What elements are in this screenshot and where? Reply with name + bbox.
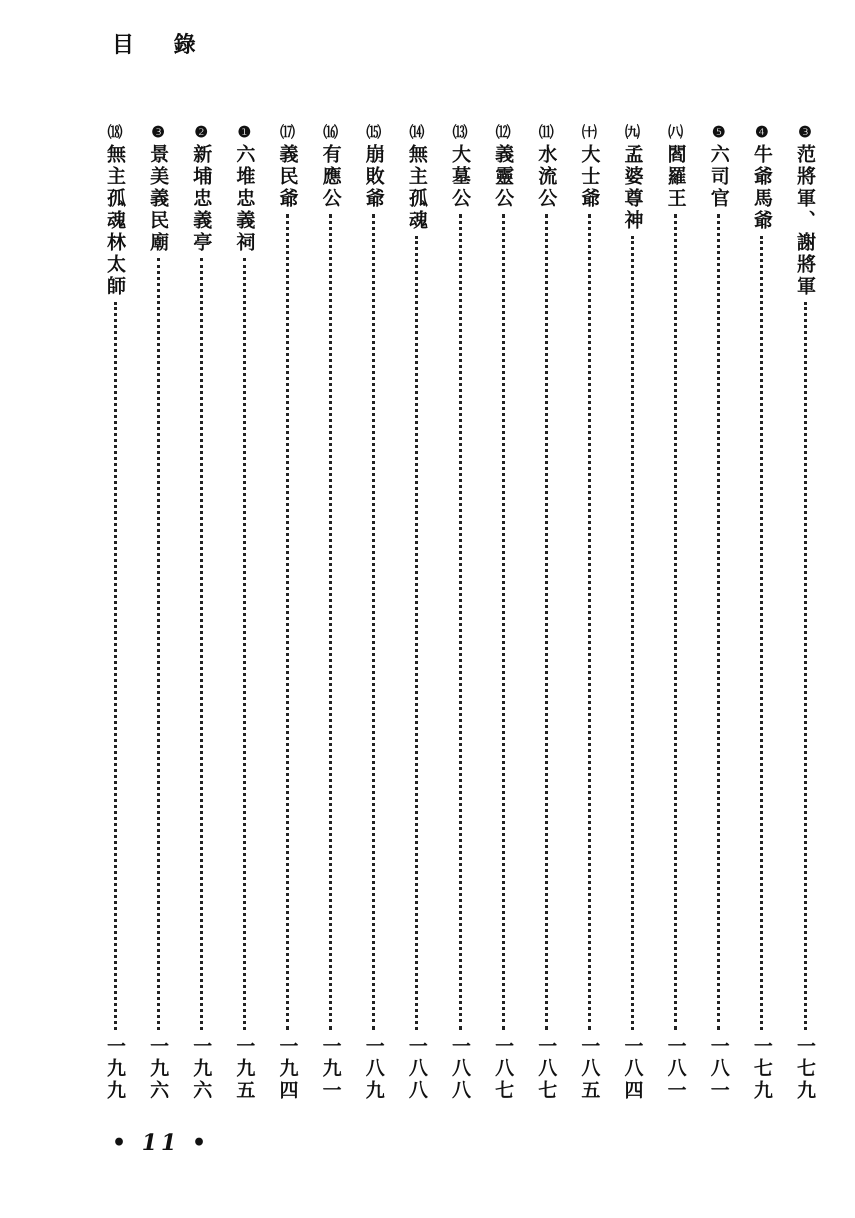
toc-entry	[661, 122, 691, 1112]
page-number-footer: • 11 •	[112, 1130, 211, 1156]
dot-leader	[459, 214, 462, 1030]
entry-marker: ❹	[755, 123, 769, 141]
toc-entry	[273, 122, 303, 1112]
dot-leader	[502, 214, 505, 1030]
entry-marker: ㈧	[668, 123, 684, 141]
dot-leader	[545, 214, 548, 1030]
toc-entry	[143, 122, 173, 1112]
entry-marker: ❸	[151, 123, 165, 141]
entry-title: 景美義民廟	[147, 144, 170, 254]
toc-entry	[704, 122, 734, 1112]
entry-page-number: 一八八	[405, 1036, 428, 1102]
entry-title: 水流公	[535, 144, 558, 210]
dot-leader	[631, 236, 634, 1030]
toc-entry	[229, 122, 259, 1112]
entry-marker: ❶	[237, 123, 252, 141]
toc-entry	[316, 122, 346, 1112]
dot-leader	[157, 258, 160, 1030]
toc-entry	[186, 122, 216, 1112]
dot-leader	[243, 258, 246, 1030]
entry-page-number: 一九一	[319, 1036, 342, 1102]
entry-marker: ㈨	[624, 123, 640, 141]
entry-marker: ㈩	[581, 123, 597, 141]
entry-page-number: 一八七	[535, 1036, 558, 1102]
entry-page-number: 一七九	[750, 1036, 773, 1102]
dot-leader	[717, 214, 720, 1030]
table-of-contents	[100, 122, 820, 1112]
entry-title: 六司官	[707, 144, 730, 210]
toc-entry	[790, 122, 820, 1112]
dot-leader	[588, 214, 591, 1030]
entry-marker: ⒀	[452, 123, 468, 141]
entry-page-number: 一八四	[621, 1036, 644, 1102]
entry-marker: ⑿	[495, 123, 511, 141]
entry-marker: ❸	[798, 123, 812, 141]
dot-leader	[760, 236, 763, 1030]
toc-entry	[359, 122, 389, 1112]
entry-page-number: 一七九	[794, 1036, 816, 1102]
entry-page-number: 一九四	[276, 1036, 299, 1102]
toc-entry	[618, 122, 648, 1112]
entry-title: 無主孤魂	[405, 144, 428, 232]
entry-title: 無主孤魂林太師	[104, 144, 126, 298]
dot-leader	[200, 258, 203, 1030]
toc-entry	[747, 122, 777, 1112]
entry-page-number: 一八五	[578, 1036, 601, 1102]
entry-marker: ⑾	[538, 123, 554, 141]
entry-marker: ⒅	[107, 123, 123, 141]
entry-page-number: 一八八	[449, 1036, 471, 1102]
entry-marker: ⒄	[279, 123, 295, 141]
entry-page-number: 一八九	[362, 1036, 385, 1102]
entry-marker: ⒂	[366, 123, 382, 141]
toc-entry	[402, 122, 432, 1112]
entry-page-number: 一九九	[104, 1036, 126, 1102]
entry-title: 義民爺	[276, 144, 299, 210]
entry-title: 牛爺馬爺	[750, 144, 773, 232]
entry-title: 六堆忠義祠	[233, 144, 256, 254]
toc-entry	[445, 122, 475, 1112]
entry-title: 大士爺	[578, 144, 601, 210]
entry-title: 有應公	[319, 144, 342, 210]
toc-entry	[531, 122, 561, 1112]
entry-page-number: 一九六	[190, 1036, 213, 1102]
dot-leader	[415, 236, 418, 1030]
entry-page-number: 一九五	[233, 1036, 256, 1102]
page-header-title: 目 錄	[112, 32, 212, 58]
entry-marker: ⒃	[323, 123, 339, 141]
entry-title: 大墓公	[449, 144, 471, 210]
dot-leader	[372, 214, 375, 1030]
entry-title: 閻羅王	[664, 144, 687, 210]
entry-marker: ❺	[712, 123, 726, 141]
dot-leader	[114, 302, 117, 1030]
entry-title: 孟婆尊神	[621, 144, 644, 232]
dot-leader	[286, 214, 289, 1030]
entry-title: 范將軍、謝將軍	[794, 144, 816, 298]
entry-marker: ⒁	[409, 123, 425, 141]
dot-leader	[674, 214, 677, 1030]
toc-entry	[488, 122, 518, 1112]
entry-title: 新埔忠義亭	[190, 144, 213, 254]
dot-leader	[329, 214, 332, 1030]
entry-title: 崩敗爺	[362, 144, 385, 210]
entry-page-number: 一八一	[707, 1036, 730, 1102]
entry-page-number: 一八一	[664, 1036, 687, 1102]
entry-page-number: 一八七	[492, 1036, 515, 1102]
entry-title: 義靈公	[492, 144, 515, 210]
dot-leader	[804, 302, 807, 1030]
toc-entry	[574, 122, 604, 1112]
toc-entry	[100, 122, 130, 1112]
entry-marker: ❷	[194, 123, 208, 141]
entry-page-number: 一九六	[147, 1036, 170, 1102]
